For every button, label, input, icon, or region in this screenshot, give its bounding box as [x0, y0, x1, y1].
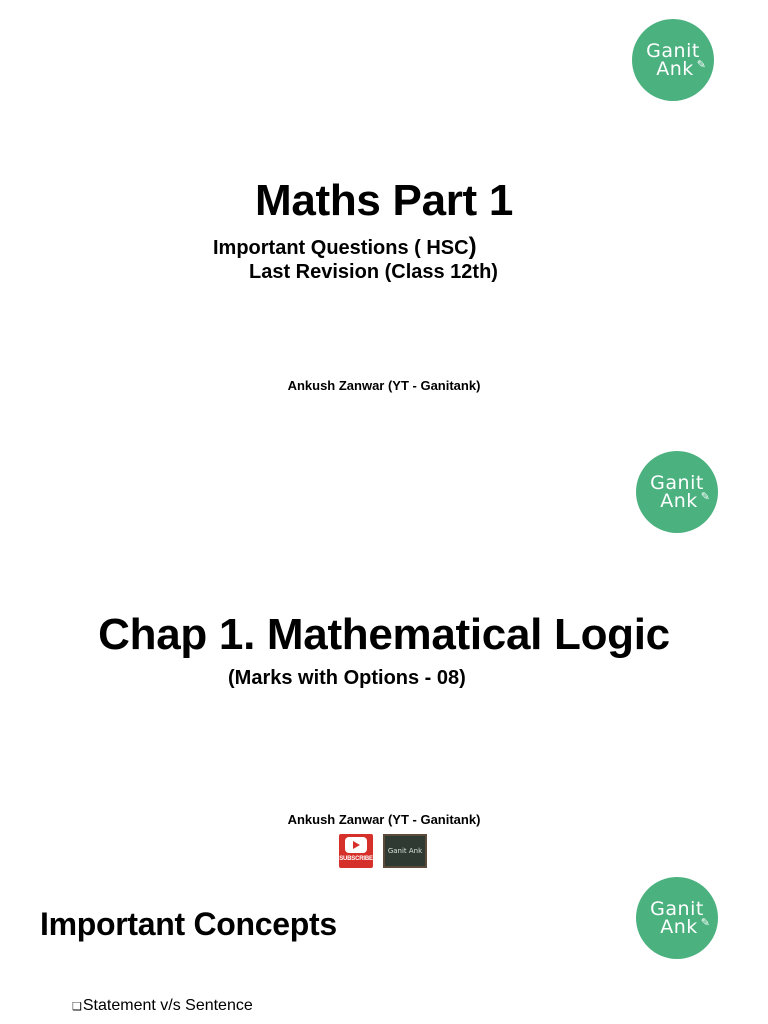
ganitank-logo-icon: Ganit Ank ✎ — [636, 877, 718, 959]
slide2-author: Ankush Zanwar (YT - Ganitank) — [287, 812, 481, 827]
play-icon — [345, 837, 367, 853]
slide1-title: Maths Part 1 — [254, 176, 514, 225]
slide1-subtitle-line1: Important Questions ( HSC) — [213, 233, 477, 260]
slide2-subtitle: (Marks with Options - 08) — [228, 667, 466, 689]
youtube-subscribe-icon[interactable]: SUBSCRIBE — [339, 834, 373, 868]
slide1-subtitle-line2: Last Revision (Class 12th) — [249, 261, 498, 283]
chalkboard-thumbnail-icon[interactable]: Ganit Ank — [383, 834, 427, 868]
slide3-heading: Important Concepts — [40, 906, 337, 942]
slide1-author: Ankush Zanwar (YT - Ganitank) — [287, 378, 481, 393]
list-item: ❑ Statement v/s Sentence — [72, 997, 253, 1014]
ganitank-logo-icon: Ganit Ank ✎ — [632, 19, 714, 101]
ganitank-logo-icon: Ganit Ank ✎ — [636, 451, 718, 533]
slide2-title: Chap 1. Mathematical Logic — [98, 610, 670, 659]
checkbox-bullet-icon: ❑ — [72, 1000, 82, 1013]
